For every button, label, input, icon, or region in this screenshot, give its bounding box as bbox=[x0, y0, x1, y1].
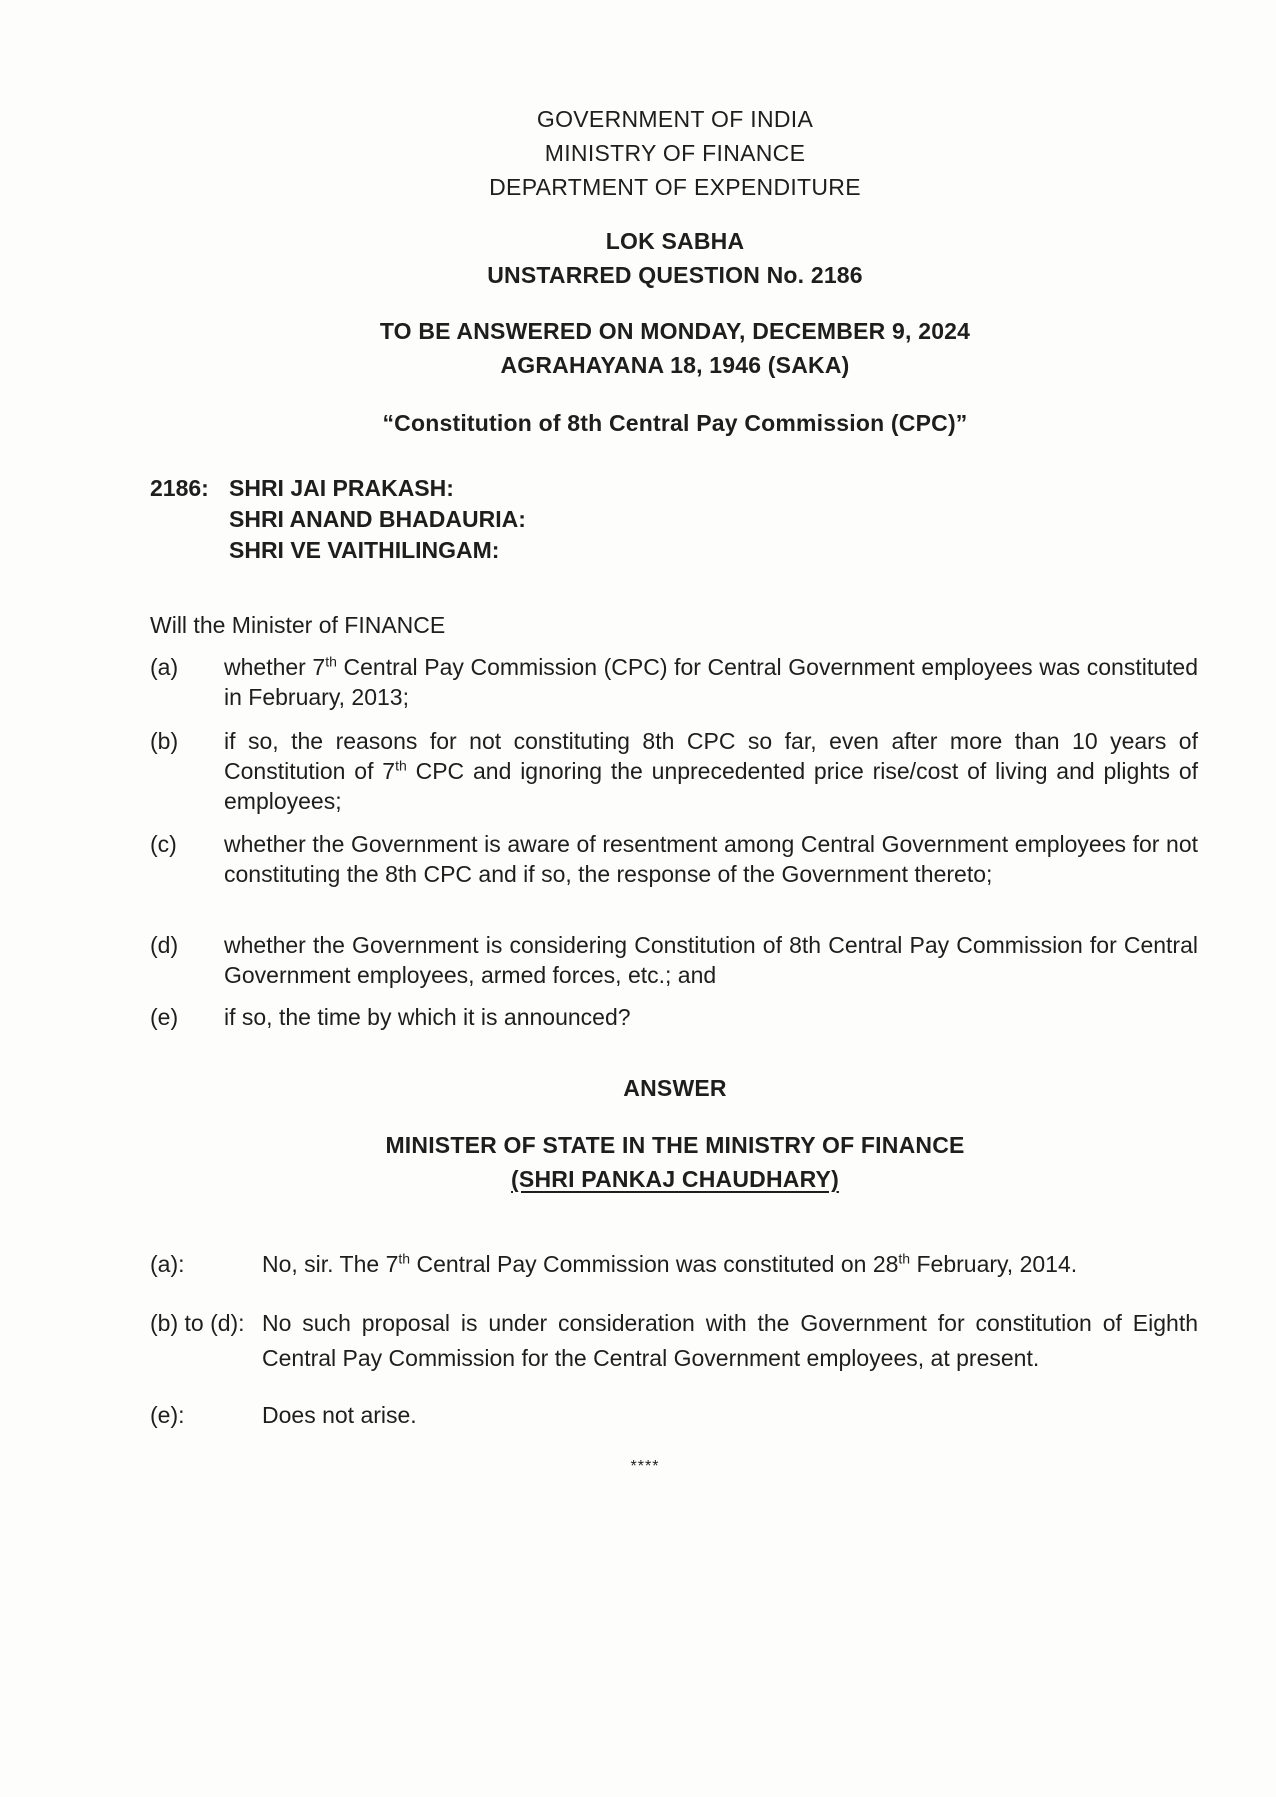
question-text: if so, the reasons for not constituting 8th CPC so far, even after more than 10 years of Constitution of 7th CPC and ignoring the unprecedented price rise/cost of living and plights of employees; bbox=[224, 728, 1199, 814]
question-number: 2186: bbox=[150, 475, 209, 501]
answer-heading-block bbox=[0, 1071, 1276, 1105]
minister-title: MINISTER OF STATE IN THE MINISTRY OF FINANCE bbox=[385, 1132, 965, 1158]
question-label: (c) bbox=[150, 831, 177, 857]
minister-name: (SHRI PANKAJ CHAUDHARY) bbox=[511, 1166, 839, 1192]
minister-name-line bbox=[0, 1162, 1276, 1196]
answer-label: (a): bbox=[150, 1251, 185, 1277]
answer-date-block bbox=[0, 314, 1276, 382]
answer-text: Does not arise. bbox=[262, 1402, 417, 1428]
answer-date: TO BE ANSWERED ON MONDAY, DECEMBER 9, 2024 bbox=[379, 318, 971, 344]
question-label: (d) bbox=[150, 932, 179, 958]
member-names bbox=[229, 473, 526, 566]
question-label: (e) bbox=[150, 1004, 179, 1030]
document-header bbox=[0, 102, 1276, 204]
question-label: (a) bbox=[150, 654, 179, 680]
question-type: UNSTARRED QUESTION No. 2186 bbox=[487, 262, 863, 288]
answer-label: (e): bbox=[150, 1402, 185, 1428]
question-intro: Will the Minister of FINANCE bbox=[150, 612, 446, 638]
answer-text: No such proposal is under consideration with the Government for constitution of Eighth Central Pay Commission for the Central Government employees, at present. bbox=[262, 1310, 1198, 1371]
question-subject: “Constitution of 8th Central Pay Commission (CPC)” bbox=[382, 410, 968, 436]
minister-block bbox=[0, 1128, 1276, 1196]
header-ministry: MINISTRY OF FINANCE bbox=[544, 140, 806, 166]
header-department: DEPARTMENT OF EXPENDITURE bbox=[489, 174, 861, 200]
house-name: LOK SABHA bbox=[605, 228, 745, 254]
member-name: SHRI JAI PRAKASH: bbox=[229, 475, 454, 501]
question-text: if so, the time by which it is announced? bbox=[224, 1004, 631, 1030]
member-name: SHRI VE VAITHILINGAM: bbox=[229, 537, 500, 563]
header-government: GOVERNMENT OF INDIA bbox=[536, 106, 814, 132]
answer-label: (b) to (d): bbox=[150, 1310, 245, 1336]
house-block bbox=[0, 224, 1276, 292]
saka-date: AGRAHAYANA 18, 1946 (SAKA) bbox=[500, 352, 850, 378]
question-text: whether 7th Central Pay Commission (CPC) for Central Government employees was constituted in February, 2013; bbox=[224, 653, 1198, 710]
question-text: whether the Government is aware of resentment among Central Government employees for not constituting the 8th CPC and if so, the response of the Government thereto; bbox=[224, 831, 1198, 887]
member-name: SHRI ANAND BHADAURIA: bbox=[229, 506, 526, 532]
question-text: whether the Government is considering Constitution of 8th Central Pay Commission for Central Government employees, armed forces, etc.; and bbox=[224, 932, 1198, 988]
end-mark: **** bbox=[630, 1458, 660, 1475]
answer-heading: ANSWER bbox=[623, 1075, 727, 1101]
answer-text: No, sir. The 7th Central Pay Commission was constituted on 28th February, 2014. bbox=[262, 1250, 1078, 1277]
subject-block bbox=[0, 406, 1276, 440]
question-label: (b) bbox=[150, 728, 179, 754]
